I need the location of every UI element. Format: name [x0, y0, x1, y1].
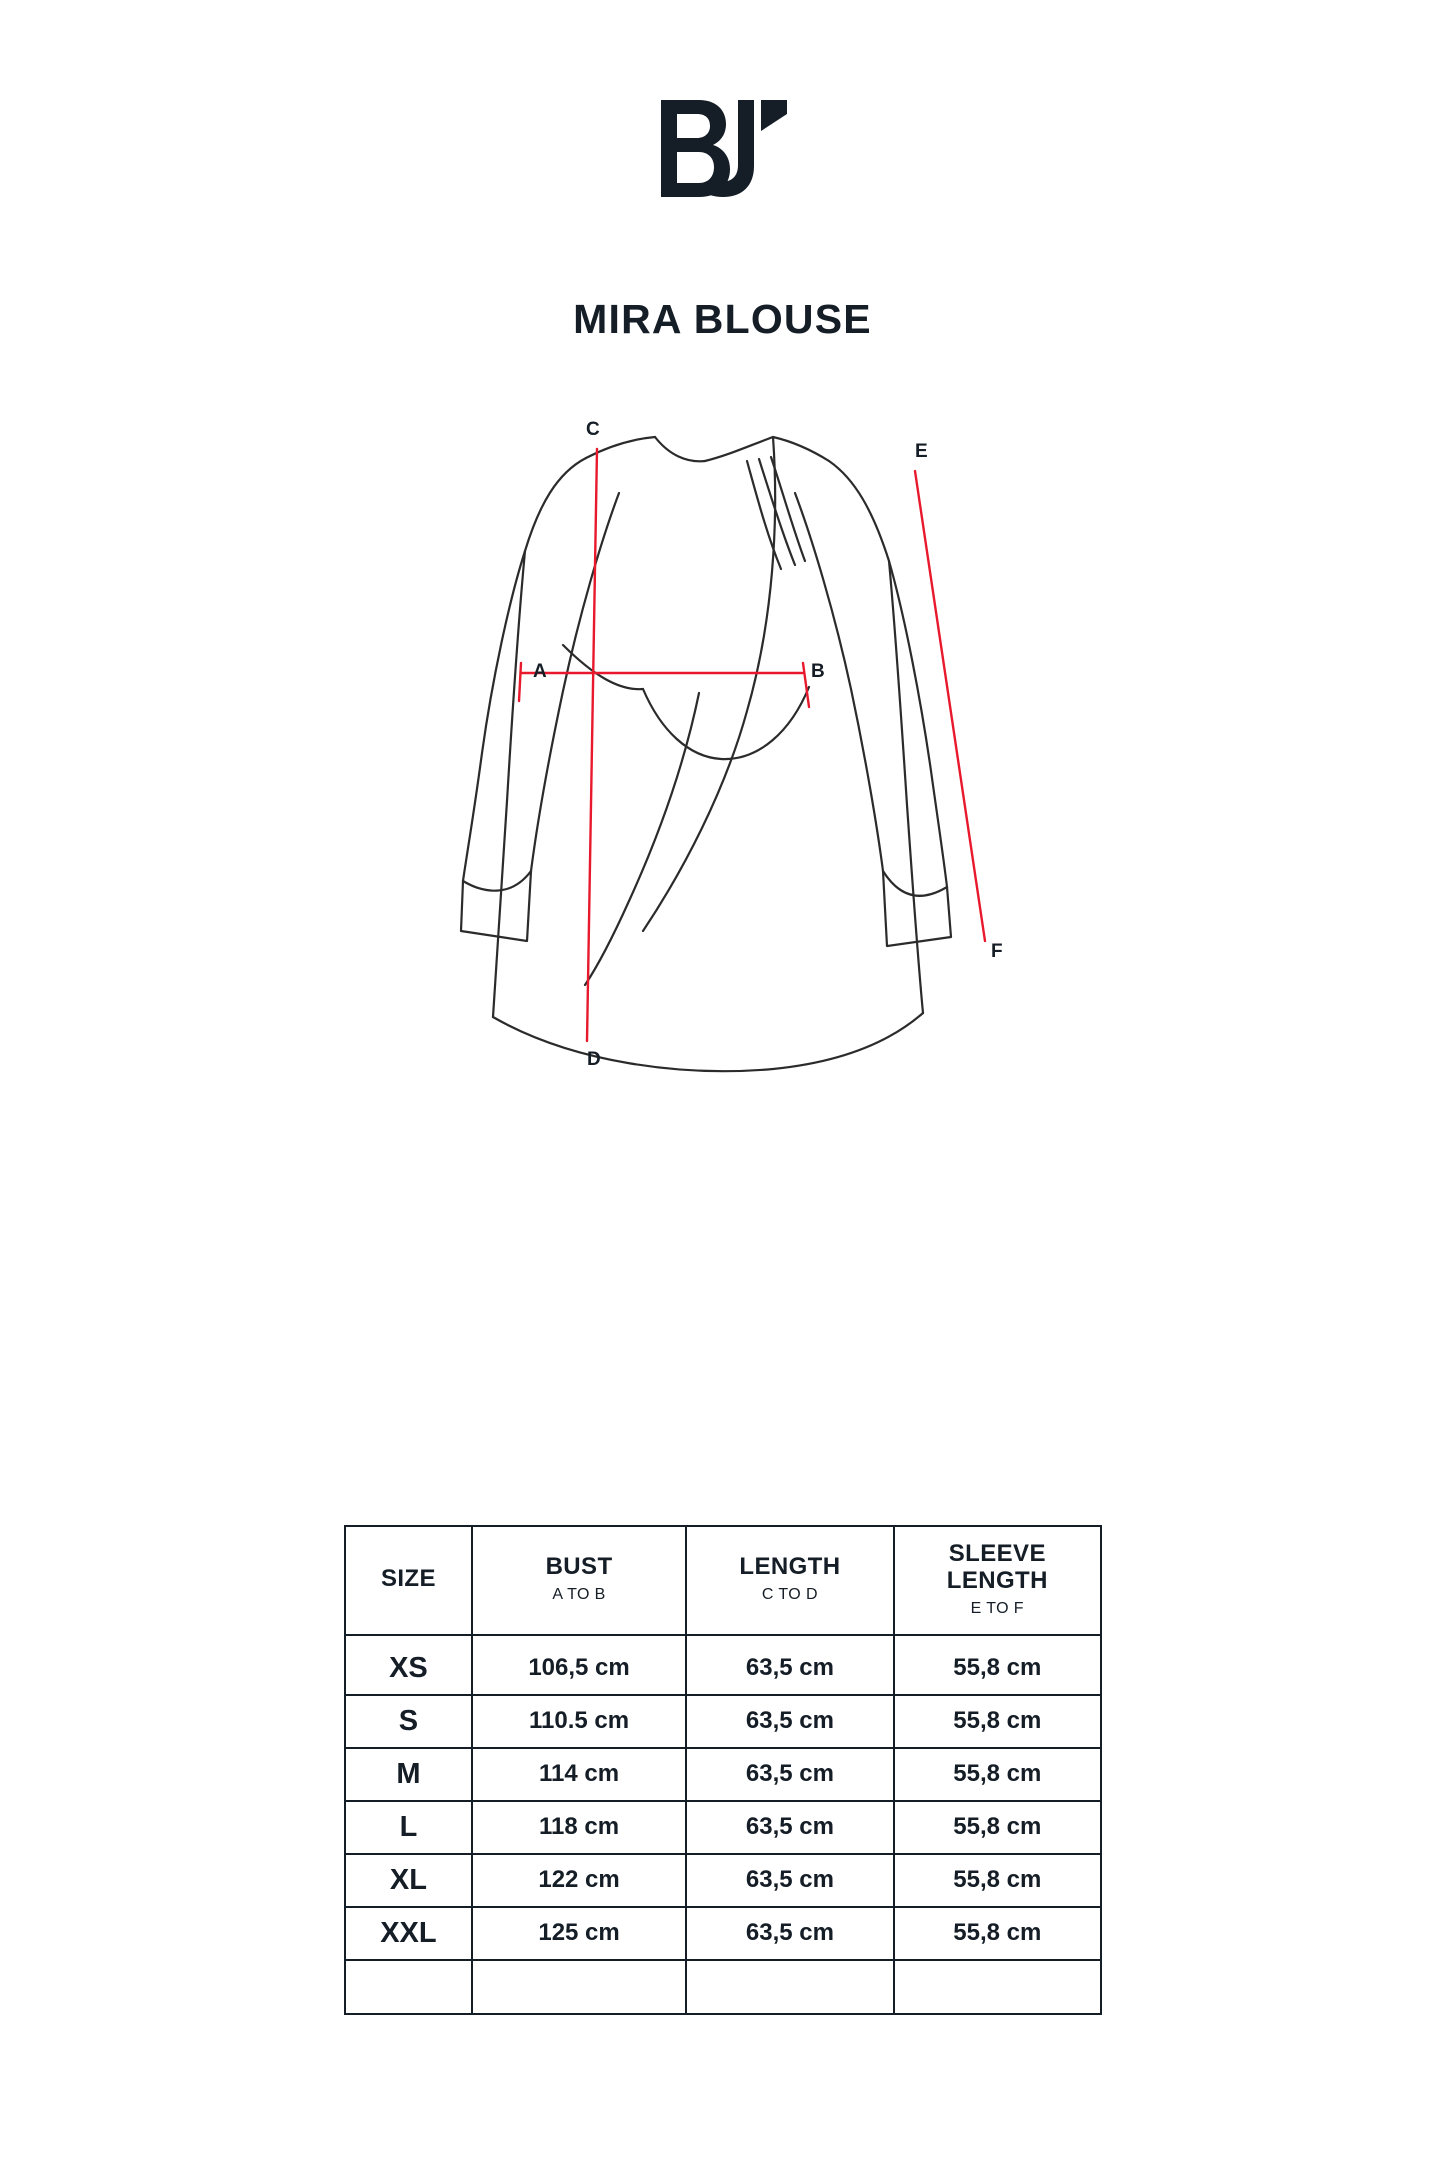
cell-bust: 110.5 cm	[472, 1695, 685, 1748]
point-label-a: A	[532, 661, 547, 682]
cell-length: 63,5 cm	[686, 1854, 894, 1907]
cell-size: XL	[345, 1854, 473, 1907]
cell-bust: 125 cm	[472, 1907, 685, 1960]
header-sleeve-sub: E TO F	[970, 1599, 1024, 1617]
cell-sleeve: 55,8 cm	[894, 1907, 1100, 1960]
cell-length: 63,5 cm	[686, 1635, 894, 1695]
point-label-c: C	[585, 419, 600, 440]
table-row	[345, 1635, 1101, 1695]
table-row	[345, 1907, 1101, 1960]
header-bust-main: BUST	[545, 1553, 613, 1581]
cell-empty	[894, 1960, 1100, 2014]
cell-empty	[472, 1960, 685, 2014]
header-sleeve	[894, 1526, 1100, 1635]
cell-size: M	[345, 1748, 473, 1801]
header-length	[686, 1526, 894, 1635]
table-row	[345, 1801, 1101, 1854]
cell-sleeve: 55,8 cm	[894, 1801, 1100, 1854]
header-bust-sub: A TO B	[552, 1586, 606, 1604]
cell-bust: 118 cm	[472, 1801, 685, 1854]
brand-logo	[643, 96, 803, 214]
point-label-f: F	[990, 941, 1003, 962]
cell-empty	[345, 1960, 473, 2014]
table-header-row	[345, 1526, 1101, 1635]
cell-size: L	[345, 1801, 473, 1854]
blouse-technical-drawing	[343, 401, 1103, 1101]
cell-empty	[686, 1960, 894, 2014]
table-row	[345, 1695, 1101, 1748]
cell-size: S	[345, 1695, 473, 1748]
cell-length: 63,5 cm	[686, 1748, 894, 1801]
header-size-main: SIZE	[380, 1564, 436, 1592]
cell-length: 63,5 cm	[686, 1907, 894, 1960]
cell-bust: 122 cm	[472, 1854, 685, 1907]
cell-sleeve: 55,8 cm	[894, 1748, 1100, 1801]
header-size	[345, 1526, 473, 1635]
cell-bust: 106,5 cm	[472, 1635, 685, 1695]
point-label-b: B	[810, 661, 825, 682]
header-length-sub: C TO D	[761, 1586, 818, 1604]
page-title: MIRA BLOUSE	[573, 296, 872, 342]
size-chart-table	[344, 1525, 1102, 2015]
table-row-spacer	[345, 1960, 1101, 2014]
cell-sleeve: 55,8 cm	[894, 1695, 1100, 1748]
cell-length: 63,5 cm	[686, 1801, 894, 1854]
cell-size: XXL	[345, 1907, 473, 1960]
table-row	[345, 1748, 1101, 1801]
point-label-d: D	[586, 1049, 601, 1070]
point-label-e: E	[914, 441, 928, 462]
header-bust	[472, 1526, 685, 1635]
cell-length: 63,5 cm	[686, 1695, 894, 1748]
cell-sleeve: 55,8 cm	[894, 1854, 1100, 1907]
cell-sleeve: 55,8 cm	[894, 1635, 1100, 1695]
table-row	[345, 1854, 1101, 1907]
cell-size: XS	[345, 1635, 473, 1695]
header-length-main: LENGTH	[739, 1553, 841, 1581]
cell-bust: 114 cm	[472, 1748, 685, 1801]
header-sleeve-main: SLEEVE LENGTH	[946, 1540, 1048, 1594]
